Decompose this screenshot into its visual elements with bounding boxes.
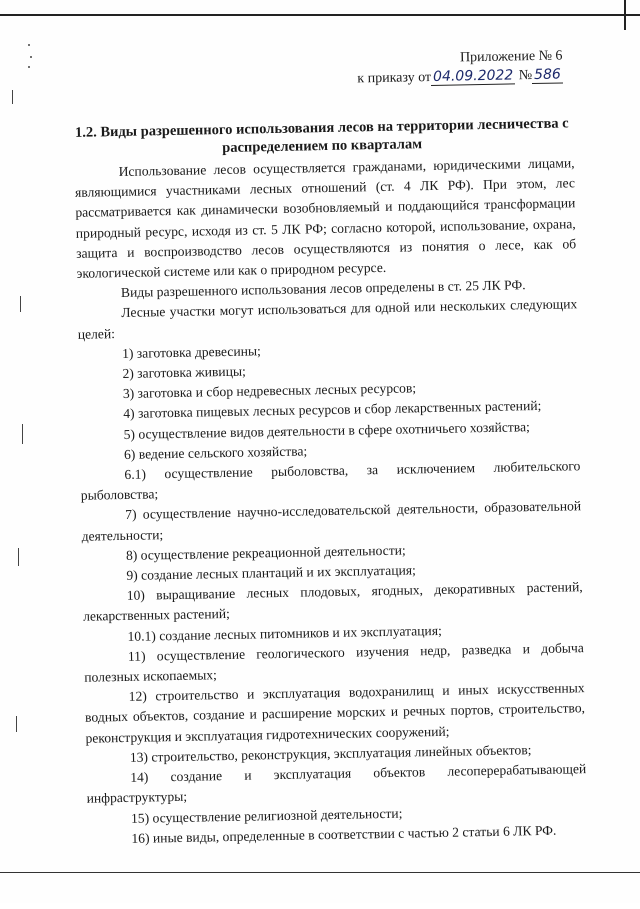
order-number: 586 (532, 66, 563, 84)
appendix-header (322, 47, 563, 89)
list-item: 16) иные виды, определенные в соответствии с частью 2 статьи 6 ЛК РФ. (131, 822, 557, 846)
list-item: 11) осуществление геологического изучения недр, разведка и добыча полезных ископаемых; (84, 640, 584, 685)
list-item: 7) осуществление научно-исследовательской деятельности, образовательной деятельности; (81, 498, 582, 544)
appendix-title: Приложение № 6 (459, 48, 563, 66)
paragraph: Лесные участки могут использоваться для одной или нескольких следующих целей: (77, 296, 578, 342)
list-item: 10) выращивание лесных плодовых, ягодных, декоративных растений, лекарственных растений; (83, 579, 583, 625)
list-item: 3) заготовка и сбор недревесных лесных ресурсов; (122, 380, 417, 402)
order-reference (323, 65, 563, 89)
list-item: 5) осуществление видов деятельности в сфере охотничьего хозяйства; (123, 418, 530, 442)
section-heading: 1.2. Виды разрешенного использования лесов на территории лесничества с распределением по кварталам (74, 115, 569, 157)
list-item: 10.1) создание лесных питомников и их эксплуатация; (127, 622, 442, 644)
list-item: 2) заготовка живицы; (122, 363, 246, 381)
list-item: 14) создание и эксплуатация объектов лесоперерабатывающей инфраструктуры; (86, 761, 587, 807)
list-item: 9) создание лесных плантаций и их эксплуатация; (126, 562, 416, 583)
list-item: 15) осуществление религиозной деятельности; (130, 805, 403, 826)
list-item: 4) заготовка пищевых лесных ресурсов и сбор лекарственных растений; (123, 398, 542, 422)
list-item: 12) строительство и эксплуатация водохранилищ и иных искусственных водных объектов, создание и расширение морских и речных портов, строительство, реконструкция и эксплуатация гидротехнических сооружений; (84, 680, 586, 746)
order-prefix: к приказу от (357, 69, 432, 87)
order-number-label: № (518, 68, 533, 84)
list-item: 13) строительство, реконструкция, эксплуатация линейных объектов; (129, 742, 532, 765)
list-item: 6.1) осуществление рыболовства, за исключением любительского рыболовства; (80, 458, 581, 504)
paragraph: Использование лесов осуществляется гражданами, юридическими лицами, являющимися участниками лесных отношений (ст. 4 ЛК РФ). При этом, лес рассматривается как динамически возобновляемый и поддающийся трансформации природный ресурс, исходя из ст. 5 ЛК РФ; согласно которой, использование, охрана, защита и воспроизводство лесов осуществляются из понятия о лесе, как об экологической системе или как о природном ресурсе. (74, 155, 577, 281)
paragraph: Виды разрешенного использования лесов определены в ст. 25 ЛК РФ. (120, 277, 526, 301)
list-item: 8) осуществление рекреационной деятельности; (125, 542, 406, 563)
list-item: 6) ведение сельского хозяйства; (123, 443, 308, 462)
order-date: 04.09.2022 (431, 67, 515, 86)
document-body (74, 153, 587, 849)
list-item: 1) заготовка древесины; (121, 343, 261, 361)
